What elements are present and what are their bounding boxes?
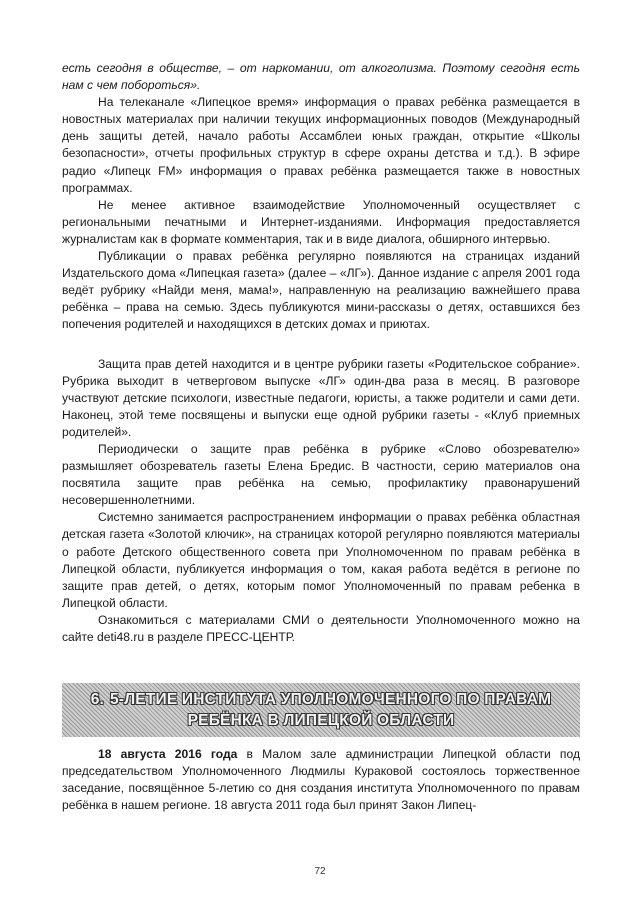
anniversary-text: в Малом зале администрации Липецкой области под председательством Уполномоченного Людмилы Кураковой состоялось торжественное заседание, посвящённое 5-летию со дня создания института Уполномоченного по правам ребёнка в нашем регионе. 18 августа 2011 года был принят Закон Липец- [62,747,581,813]
section-title-line1: 5-ЛЕТИЕ ИНСТИТУТА УПОЛНОМОЧЕННОГО ПО ПРАВАМ [110,691,552,708]
paragraph-columnist: Периодически о защите прав ребёнка в рубрике «Слово обозревателю» размышляет обозреватель газеты Елена Бредис. В частности, серию материалов она посвятила защите прав ребёнка на семью, профилактику правонарушений несовершеннолетними. [62,441,580,508]
paragraph-anniversary [62,746,580,814]
paragraph-print-media: Не менее активное взаимодействие Уполномоченный осуществляет с региональными печатными и Интернет-изданиями. Информация предоставляется журналистам как в формате комментария, так и в виде диалога, обширного интервью. [62,197,580,246]
section-number: 6. [90,691,105,708]
section-body-text [62,746,580,814]
page-number: 72 [314,866,326,877]
paragraph-parent-meeting: Защита прав детей находится и в центре рубрики газеты «Родительское собрание». Рубрика выходит в четверговом выпуске «ЛГ» один-два раза в месяц. В разговоре участвуют детские психологи, известные педагоги, юристы, а также родители и сами дети. Наконец, этой теме посвящены и выпуски еще одной рубрики газеты - «Клуб приемных родителей». [62,356,580,439]
paragraph-website: Ознакомиться с материалами СМИ о деятельности Уполномоченного можно на сайте deti48.ru в разделе ПРЕСС-ЦЕНТР. [62,612,580,644]
body-text [62,60,580,646]
paragraph-quote-end: есть сегодня в обществе, – от наркомании, от алкоголизма. Поэтому сегодня есть нам с чем побороться». [62,61,580,93]
paragraph-gap [62,334,580,356]
section-heading-banner [62,683,580,737]
paragraph-lg-publications: Публикации о правах ребёнка регулярно появляются на страницах изданий Издательского дома «Липецкая газета» (далее – «ЛГ»). Данное издание с апреля 2001 года ведёт рубрику «Найди меня, мама!», направленную на реализацию важнейшего права ребёнка – права на семью. Здесь публикуются мини-рассказы о детях, оставшихся без попечения родителей и находящихся в детских домах и приютах. [62,249,580,332]
anniversary-date: 18 августа 2016 года [98,747,238,761]
section-title-line2: РЕБЁНКА В ЛИПЕЦКОЙ ОБЛАСТИ [187,712,455,729]
section-heading [91,689,552,731]
paragraph-golden-key: Системно занимается распространением информации о правах ребёнка областная детская газета «Золотой ключик», на страницах которой регулярно появляются материалы о работе Детского общественного совета при Уполномоченном по правам ребёнка в Липецкой области, публикуется информация о том, какая работа ведётся в регионе по защите прав детей, о детях, которым помог Уполномоченный по правам ребенка в Липецкой области. [62,510,580,610]
paragraph-tv: На телеканале «Липецкое время» информация о правах ребёнка размещается в новостных материалах при наличии текущих информационных поводов (Международный день защиты детей, начало работы Ассамблеи юных граждан, открытие «Школы безопасности», отчеты профильных структур в сфере охраны детства и т.д.). В эфире радио «Липецк FM» информация о правах ребёнка размещается также в новостных программах. [62,95,580,195]
